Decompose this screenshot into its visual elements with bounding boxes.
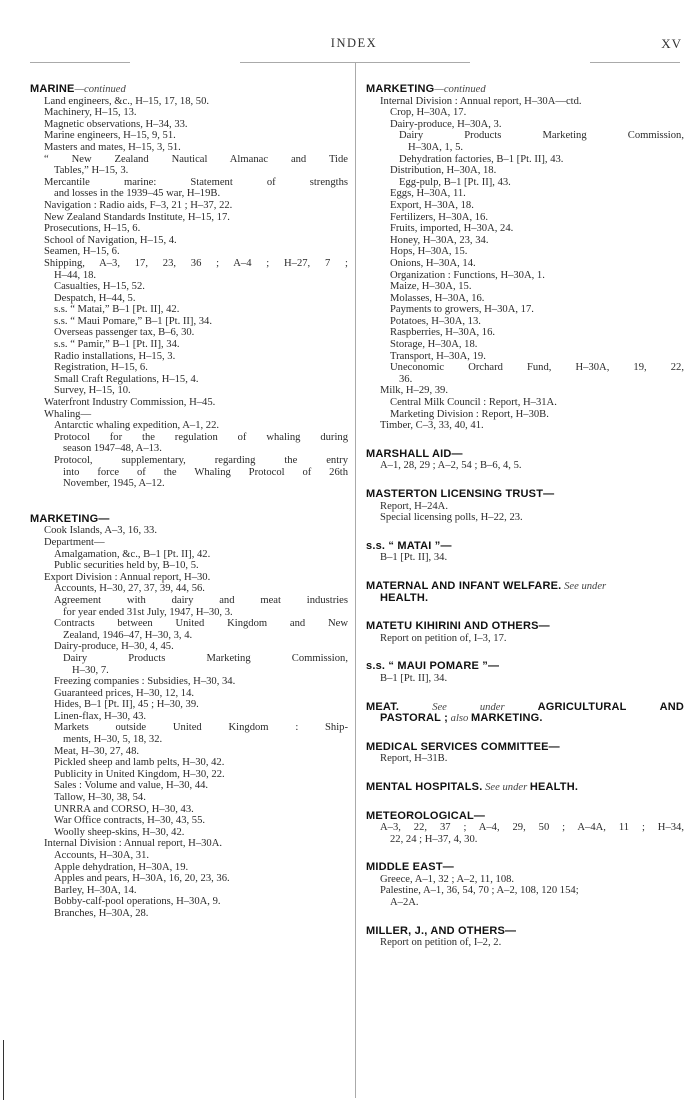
entry-meat	[366, 702, 684, 725]
index-line: Greece, A–1, 32 ; A–2, 11, 108.	[380, 873, 515, 885]
index-line: Machinery, H–15, 13.	[44, 107, 137, 119]
index-line: Sales : Volume and value, H–30, 44.	[54, 780, 209, 792]
index-line: Egg-pulp, B–1 [Pt. II], 43.	[399, 176, 511, 188]
index-line: Distribution, H–30A, 18.	[390, 165, 497, 177]
page-edge-line	[3, 1040, 4, 1100]
index-line: Dairy-produce, H–30A, 3.	[390, 118, 502, 130]
index-line: Palestine, A–1, 36, 54, 70 ; A–2, 108, 120 154;	[380, 885, 579, 897]
entry-heading: MEAT.	[366, 700, 400, 713]
entry-heading: MARKETING	[366, 83, 435, 95]
index-line: Waterfront Industry Commission, H–45.	[44, 397, 216, 409]
index-line: Guaranteed prices, H–30, 12, 14.	[54, 687, 195, 699]
entry-heading: s.s. “ MATAI ”—	[366, 539, 452, 552]
continued-note: —continued	[74, 84, 126, 95]
entry-maternal-infant-welfare	[366, 581, 684, 604]
index-line: Accounts, H–30A, 31.	[54, 850, 150, 861]
index-line: Masters and mates, H–15, 3, 51.	[44, 141, 181, 153]
index-line: Timber, C–3, 33, 40, 41.	[380, 420, 484, 432]
entry-meteorological	[366, 811, 684, 846]
index-line: Maize, H–30A, 15.	[390, 281, 472, 293]
entry-heading: MIDDLE EAST—	[366, 861, 454, 874]
index-line: Protocol, supplementary, regarding the entry	[54, 455, 348, 466]
index-line: A–1, 28, 29 ; A–2, 54 ; B–6, 4, 5.	[380, 460, 522, 472]
entry-medical-services-committee	[366, 742, 684, 765]
index-line: Milk, H–29, 39.	[380, 385, 448, 397]
index-line: Shipping, A–3, 17, 23, 36 ; A–4 ; H–27, 7 ;	[44, 257, 348, 269]
index-line: 22, 24 ; H–37, 4, 30.	[390, 833, 478, 845]
index-line: Protocol for the regulation of whaling during	[54, 431, 348, 443]
index-line: Markets outside United Kingdom : Ship-	[54, 722, 348, 734]
index-line: Publicity in United Kingdom, H–30, 22.	[54, 768, 225, 780]
index-line: Report on petition of, I–3, 17.	[380, 632, 507, 644]
index-line: Cook Islands, A–3, 16, 33.	[44, 525, 158, 537]
index-line: H–30A, 1, 5.	[408, 141, 464, 153]
index-line: Linen-flax, H–30, 43.	[54, 710, 147, 722]
index-line: Dairy Products Marketing Commission,	[63, 652, 348, 664]
page-title: INDEX	[330, 36, 378, 50]
index-line: Marine engineers, H–15, 9, 51.	[44, 130, 176, 142]
entry-heading: MENTAL HOSPITALS.	[366, 780, 483, 793]
index-line: Fruits, imported, H–30A, 24.	[390, 223, 514, 235]
index-line: Prosecutions, H–15, 6.	[44, 223, 141, 235]
index-line: Crop, H–30A, 17.	[390, 107, 467, 119]
index-line: Accounts, H–30, 27, 37, 39, 44, 56.	[54, 583, 205, 595]
index-line: Radio installations, H–15, 3.	[54, 350, 176, 362]
see-under-note: See under	[485, 781, 528, 793]
page-number: XV	[661, 36, 682, 51]
index-line: Marketing Division : Report, H–30B.	[390, 408, 549, 420]
entry-ss-maui-pomare	[366, 661, 684, 684]
index-line: Antarctic whaling expedition, A–1, 22.	[54, 420, 220, 432]
index-line: Tallow, H–30, 38, 54.	[54, 792, 146, 804]
index-line: Dehydration factories, B–1 [Pt. II], 43.	[399, 153, 564, 165]
index-line: New Zealand Standards Institute, H–15, 17.	[44, 211, 230, 223]
index-column-left	[30, 84, 348, 920]
cross-reference: HEALTH.	[380, 591, 429, 604]
index-line: Special licensing polls, H–22, 23.	[380, 512, 523, 524]
index-line: Magnetic observations, H–34, 33.	[44, 118, 188, 130]
index-line: Apple dehydration, H–30A, 19.	[54, 861, 189, 873]
index-line: Despatch, H–44, 5.	[54, 292, 136, 304]
entry-heading: MASTERTON LICENSING TRUST—	[366, 488, 555, 500]
entry-heading: MEDICAL SERVICES COMMITTEE—	[366, 740, 560, 753]
index-line: Export, H–30A, 18.	[390, 199, 474, 211]
entry-mental-hospitals	[366, 782, 684, 794]
index-line: Agreement with dairy and meat industries	[54, 594, 348, 606]
index-line: Bobby-calf-pool operations, H–30A, 9.	[54, 896, 221, 908]
entry-heading: MATERNAL AND INFANT WELFARE.	[366, 579, 562, 592]
index-line: s.s. “ Pamir,” B–1 [Pt. II], 34.	[54, 339, 180, 351]
index-line: Report on petition of, I–2, 2.	[380, 937, 502, 949]
page-header	[24, 36, 684, 54]
entry-ss-matai	[366, 541, 684, 564]
index-line: Uneconomic Orchard Fund, H–30A, 19, 22,	[390, 362, 684, 374]
index-line: Organization : Functions, H–30A, 1.	[390, 269, 545, 281]
index-line: 36.	[399, 373, 413, 385]
entry-marshall-aid	[366, 449, 684, 472]
index-line: Transport, H–30A, 19.	[390, 350, 486, 362]
index-line: Internal Division : Annual report, H–30A—ctd.	[380, 95, 582, 107]
index-line: A–3, 22, 37 ; A–4, 29, 50 ; A–4A, 11 ; H–34,	[380, 822, 684, 834]
entry-heading: MARSHALL AID—	[366, 447, 463, 460]
index-line: Freezing companies : Subsidies, H–30, 34.	[54, 676, 236, 688]
index-line: Land engineers, &c., H–15, 17, 18, 50.	[44, 95, 210, 107]
index-line: Meat, H–30, 27, 48.	[54, 745, 140, 757]
index-column-right	[366, 84, 684, 949]
entry-heading: MARKETING—	[30, 512, 110, 525]
index-line: Export Division : Annual report, H–30.	[44, 571, 211, 583]
index-line: Registration, H–15, 6.	[54, 362, 148, 374]
cross-reference: AGRICULTURAL AND	[537, 700, 684, 713]
index-line: Casualties, H–15, 52.	[54, 281, 145, 293]
index-line: B–1 [Pt. II], 34.	[380, 672, 448, 684]
entry-heading: METEOROLOGICAL—	[366, 809, 486, 822]
index-line: Branches, H–30A, 28.	[54, 907, 149, 919]
index-line: into force of the Whaling Protocol of 26th	[63, 466, 348, 478]
index-line: “ New Zealand Nautical Almanac and Tide	[44, 153, 348, 165]
index-line: Payments to growers, H–30A, 17.	[390, 304, 534, 316]
entry-heading: MILLER, J., AND OTHERS—	[366, 924, 517, 937]
index-line: season 1947–48, A–13.	[63, 443, 162, 455]
header-rule-left	[30, 62, 130, 63]
index-line: Internal Division : Annual report, H–30A.	[44, 838, 223, 850]
index-line: Fertilizers, H–30A, 16.	[390, 211, 488, 223]
index-line: A–2A.	[390, 897, 419, 909]
index-line: H–30, 7.	[72, 664, 109, 676]
see-under-note: See under	[564, 580, 607, 592]
header-rule-right	[590, 62, 680, 63]
index-line: Survey, H–15, 10.	[54, 385, 131, 397]
index-line: Hides, B–1 [Pt. II], 45 ; H–30, 39.	[54, 699, 199, 711]
index-line: UNRRA and CORSO, H–30, 43.	[54, 803, 194, 815]
index-line: Report, H–24A.	[380, 500, 448, 512]
index-line: November, 1945, A–12.	[63, 478, 165, 490]
entry-masterton-licensing-trust	[366, 489, 684, 524]
index-line: Tables,” H–15, 3.	[54, 165, 129, 177]
index-line: Mercantile marine: Statement of strengths	[44, 176, 348, 188]
index-line: Small Craft Regulations, H–15, 4.	[54, 373, 199, 385]
index-line: Barley, H–30A, 14.	[54, 884, 137, 896]
index-line: Honey, H–30A, 23, 34.	[390, 234, 489, 246]
index-line: Seamen, H–15, 6.	[44, 246, 120, 258]
index-line: s.s. “ Maui Pomare,” B–1 [Pt. II], 34.	[54, 315, 213, 327]
entry-matetu-kihirini	[366, 621, 684, 644]
entry-heading: s.s. “ MAUI POMARE ”—	[366, 660, 500, 673]
entry-marketing-continued	[366, 84, 684, 432]
index-line: Eggs, H–30A, 11.	[390, 188, 466, 200]
entry-marine	[30, 84, 348, 490]
index-line: Potatoes, H–30A, 13.	[390, 315, 481, 327]
index-line: War Office contracts, H–30, 43, 55.	[54, 815, 206, 827]
index-line: Dairy Products Marketing Commission,	[399, 130, 684, 142]
index-line: ments, H–30, 5, 18, 32.	[63, 734, 163, 746]
entry-heading: MARINE	[30, 83, 75, 95]
column-divider	[355, 62, 356, 1098]
index-line: School of Navigation, H–15, 4.	[44, 234, 177, 246]
index-line: Hops, H–30A, 15.	[390, 246, 468, 258]
index-line: Dairy-produce, H–30, 4, 45.	[54, 641, 174, 653]
index-line: Navigation : Radio aids, F–3, 21 ; H–37, 22.	[44, 199, 233, 211]
index-line: Whaling—	[44, 408, 92, 420]
index-line: Amalgamation, &c., B–1 [Pt. II], 42.	[54, 548, 211, 560]
index-line: Raspberries, H–30A, 16.	[390, 327, 496, 339]
index-line: B–1 [Pt. II], 34.	[380, 552, 448, 564]
also-note: also	[450, 713, 469, 725]
index-line: Woolly sheep-skins, H–30, 42.	[54, 826, 185, 838]
index-line: for year ended 31st July, 1947, H–30, 3.	[63, 606, 233, 618]
entry-miller-j	[366, 926, 684, 949]
index-line: Contracts between United Kingdom and New	[54, 618, 348, 630]
cross-reference: HEALTH.	[529, 780, 579, 793]
continued-note: —continued	[434, 84, 486, 95]
entry-middle-east	[366, 862, 684, 908]
cross-reference: MARKETING.	[471, 712, 543, 725]
index-line: Overseas passenger tax, B–6, 30.	[54, 327, 195, 339]
entry-marketing	[30, 514, 348, 920]
index-line: Central Milk Council : Report, H–31A.	[390, 397, 557, 409]
index-line: Storage, H–30A, 18.	[390, 339, 478, 351]
index-line: Department—	[44, 536, 105, 548]
index-line: Zealand, 1946–47, H–30, 3, 4.	[63, 629, 193, 641]
index-line: Molasses, H–30A, 16.	[390, 292, 485, 304]
index-line: and losses in the 1939–45 war, H–19B.	[54, 188, 221, 200]
index-line: H–44, 18.	[54, 269, 97, 281]
index-line: Onions, H–30A, 14.	[390, 257, 476, 269]
entry-heading: MATETU KIHIRINI AND OTHERS—	[366, 620, 550, 633]
index-line: Public securities held by, B–10, 5.	[54, 560, 199, 572]
index-line: s.s. “ Matai,” B–1 [Pt. II], 42.	[54, 304, 180, 316]
see-under-note: See under	[432, 701, 505, 713]
index-line: Pickled sheep and lamb pelts, H–30, 42.	[54, 757, 225, 769]
cross-reference: PASTORAL ;	[380, 712, 449, 725]
index-line: Apples and pears, H–30A, 16, 20, 23, 36.	[54, 873, 230, 885]
index-line: Report, H–31B.	[380, 753, 448, 765]
